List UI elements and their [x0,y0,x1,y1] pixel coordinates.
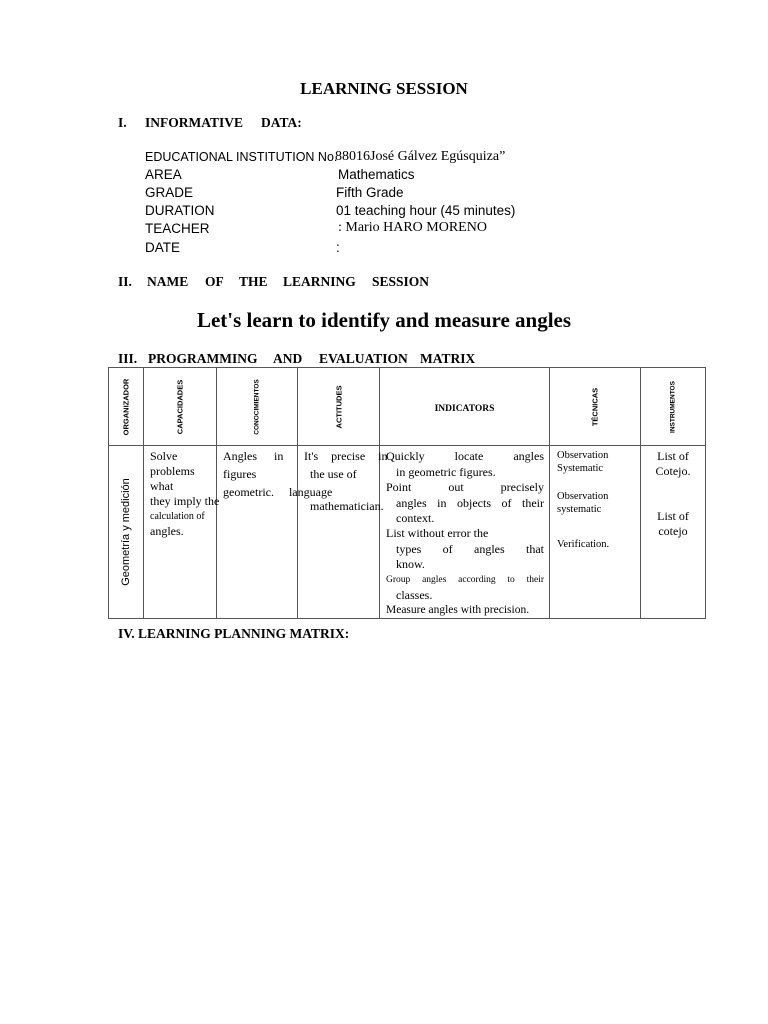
area-value: Mathematics [338,167,415,182]
indicator-item [386,480,544,526]
tecnicas-cell [550,446,641,619]
session-title: Let's learn to identify and measure angles [196,308,572,332]
header-capacidades-label: CAPACIDADES [175,379,185,434]
section-4-heading: IV. LEARNING PLANNING MATRIX: [118,626,350,641]
section-2-word-of: OF [205,274,224,289]
indicator-item [386,603,544,618]
instrumentos-cell [641,446,706,619]
matrix-body-row [109,446,706,619]
header-conocimientos [217,368,298,446]
section-2-word-name: NAME [147,274,189,289]
duration-value: 01 teaching hour (45 minutes) [336,203,516,218]
actitudes-line: the use of [310,467,357,481]
organizador-cell [109,446,144,619]
indicator-line: angles in objects of their [396,496,544,510]
date-value: : [336,240,340,255]
conocimientos-line: Angles in [223,449,284,463]
tecnicas-line: Observation [557,450,609,461]
section-2-word-learning: LEARNING [283,274,356,289]
section-3-number: III. [118,351,138,366]
header-capacidades [144,368,217,446]
section-1-number: I. [118,115,127,130]
matrix-header-row [109,368,706,446]
indicator-line: List without error the [386,526,489,540]
section-3-word-evaluation: EVALUATION [319,351,408,366]
institution-value: 88016José Gálvez Egúsquiza” [335,149,506,164]
indicators-cell [380,446,550,619]
indicator-line: Point out precisely [386,480,544,494]
document-title: LEARNING SESSION [300,79,468,98]
conocimientos-cell [217,446,333,619]
section-3-word-programming: PROGRAMMING [148,351,258,366]
indicator-line: Measure angles with precision. [386,604,530,616]
organizador-text: Geometría y medición [120,478,132,586]
header-tecnicas-label: TÉCNICAS [590,387,600,426]
teacher-label: TEACHER [145,221,210,236]
instrumentos-line: Cotejo. [655,464,691,478]
indicator-line: classes. [396,588,433,602]
section-2-number: II. [118,274,132,289]
capacidades-line: what [150,479,174,493]
instrumentos-line: List of [657,449,689,463]
section-1-word-informative: INFORMATIVE [145,115,244,130]
teacher-value: : Mario HARO MORENO [338,220,487,235]
section-1-word-data: DATA: [261,115,302,130]
indicator-line: Group angles according to their [386,575,544,585]
section-3-word-and: AND [273,351,303,366]
capacidades-line: problems [150,464,195,478]
capacidades-cell [144,446,220,619]
header-organizador [109,368,144,446]
tecnicas-line: Observation [557,491,609,502]
conocimientos-line: geometric. language [223,485,333,499]
institution-label: EDUCATIONAL INSTITUTION No. [145,150,338,164]
indicator-item [386,449,544,480]
header-organizador-label: ORGANIZADOR [121,378,131,435]
instrumentos-line: List of [657,509,689,523]
indicator-line: types of angles that [396,542,544,556]
section-2-word-session: SESSION [372,274,430,289]
header-instrumentos-label: INSTRUMENTOS [669,380,677,433]
grade-value: Fifth Grade [336,185,404,200]
indicator-item [386,526,544,572]
section-3-word-matrix: MATRIX [420,351,476,366]
capacidades-line: calculation of [150,511,205,522]
header-tecnicas [550,368,641,446]
indicator-line: Quickly locate angles [386,449,544,463]
actitudes-cell [298,446,388,619]
header-indicators-label: INDICATORS [434,403,495,414]
area-label: AREA [145,167,182,182]
capacidades-line: angles. [150,524,184,538]
indicator-line: know. [396,557,425,571]
tecnicas-line: systematic [557,504,602,515]
instrumentos-line: cotejo [658,524,688,538]
conocimientos-line: figures [223,467,257,481]
capacidades-line: Solve [150,449,178,463]
indicator-item [386,572,544,603]
date-label: DATE [145,240,181,255]
header-actitudes [298,368,380,446]
capacidades-line: they imply the [150,494,220,508]
grade-label: GRADE [145,185,194,200]
tecnicas-line: Verification. [557,539,610,550]
header-indicators [380,368,550,446]
header-actitudes-label: ACTITUDES [334,385,343,428]
actitudes-line: mathematician. [310,499,384,513]
header-instrumentos [641,368,706,446]
indicator-line: in geometric figures. [396,465,496,479]
tecnicas-line: Systematic [557,463,604,474]
actitudes-line: It's precise in [304,449,388,463]
duration-label: DURATION [145,203,215,218]
section-2-word-the: THE [239,274,268,289]
programming-evaluation-matrix [108,367,706,619]
indicator-line: context. [396,511,435,525]
header-conocimientos-label: CONOCIMIENTOS [253,378,261,435]
